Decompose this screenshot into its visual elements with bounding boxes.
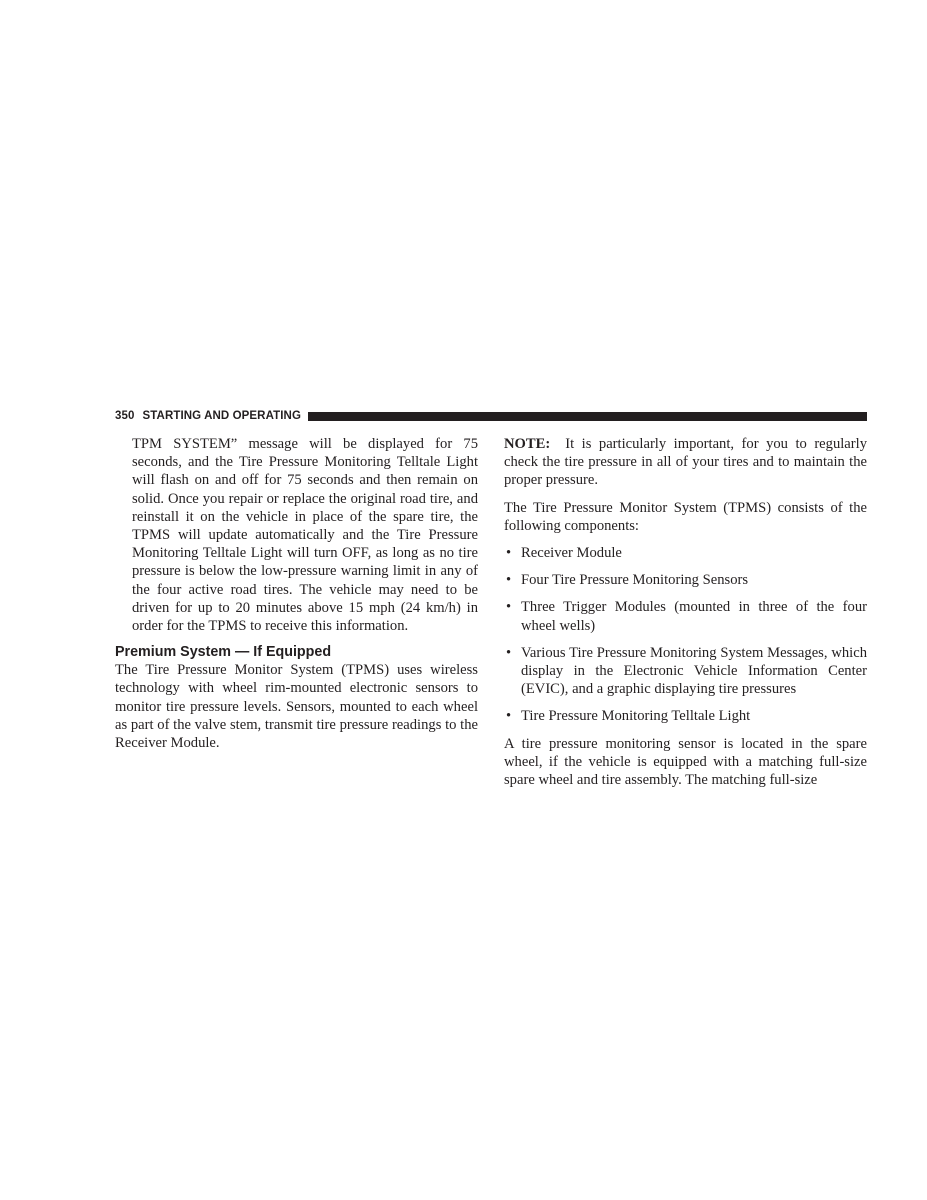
list-item: • Receiver Module: [506, 545, 622, 562]
bullet-icon: •: [506, 572, 512, 589]
header-rule: [308, 412, 867, 421]
section-title: STARTING AND OPERATING: [142, 410, 302, 422]
list-item: • Tire Pressure Monitoring Telltale Light: [506, 708, 751, 725]
components-intro: The Tire Pressure Monitor System (TPMS) consists of the following components:: [504, 499, 867, 534]
left-column: [115, 435, 478, 752]
premium-system-paragraph: The Tire Pressure Monitor System (TPMS) uses wireless technology with wheel rim-mounted electronic sensors to monitor tire pressure levels. Sensors, mounted to each wheel as part of the valve stem, transmit tire pressure readings to the Receiver Module.: [115, 662, 478, 752]
bullet-icon: •: [506, 644, 512, 661]
bullet-icon: •: [506, 708, 512, 725]
page-header: [115, 409, 867, 423]
bullet-icon: •: [506, 545, 512, 562]
spare-sensor-paragraph: A tire pressure monitoring sensor is located in the spare wheel, if the vehicle is equipped with a matching full-size spare wheel and tire assembly. The matching full-size: [504, 735, 867, 789]
bullet-icon: •: [506, 599, 512, 616]
note-paragraph: [504, 435, 867, 490]
note-label: NOTE:: [504, 436, 551, 452]
components-list: [504, 544, 867, 726]
note-text: It is particularly important, for you to regularly check the tire pressure in all of your tires and to maintain the proper pressure.: [504, 436, 867, 489]
list-item: • Various Tire Pressure Monitoring System Messages, which display in the Electronic Vehicle Information Center (EVIC), and a graphic displaying tire pressures: [506, 644, 867, 698]
list-item: • Four Tire Pressure Monitoring Sensors: [506, 572, 749, 589]
page-number: 350: [115, 410, 135, 422]
list-item: • Three Trigger Modules (mounted in three of the four wheel wells): [506, 599, 867, 634]
subheading-premium-system: Premium System — If Equipped: [115, 644, 332, 661]
continued-paragraph: TPM SYSTEM” message will be displayed for 75 seconds, and the Tire Pressure Monitoring Telltale Light will flash on and off for 75 seconds and then remain on solid. Once you repair or replace the original road tire, and reinstall it on the vehicle in place of the spare tire, the TPMS will update automatically and the Tire Pressure Monitoring Telltale Light will turn OFF, as long as no tire pressure is below the low-pressure warning limit in any of the four active road tires. The vehicle may need to be driven for up to 20 minutes above 15 mph (24 km/h) in order for the TPMS to receive this information.: [132, 436, 478, 635]
right-column: [504, 435, 867, 798]
